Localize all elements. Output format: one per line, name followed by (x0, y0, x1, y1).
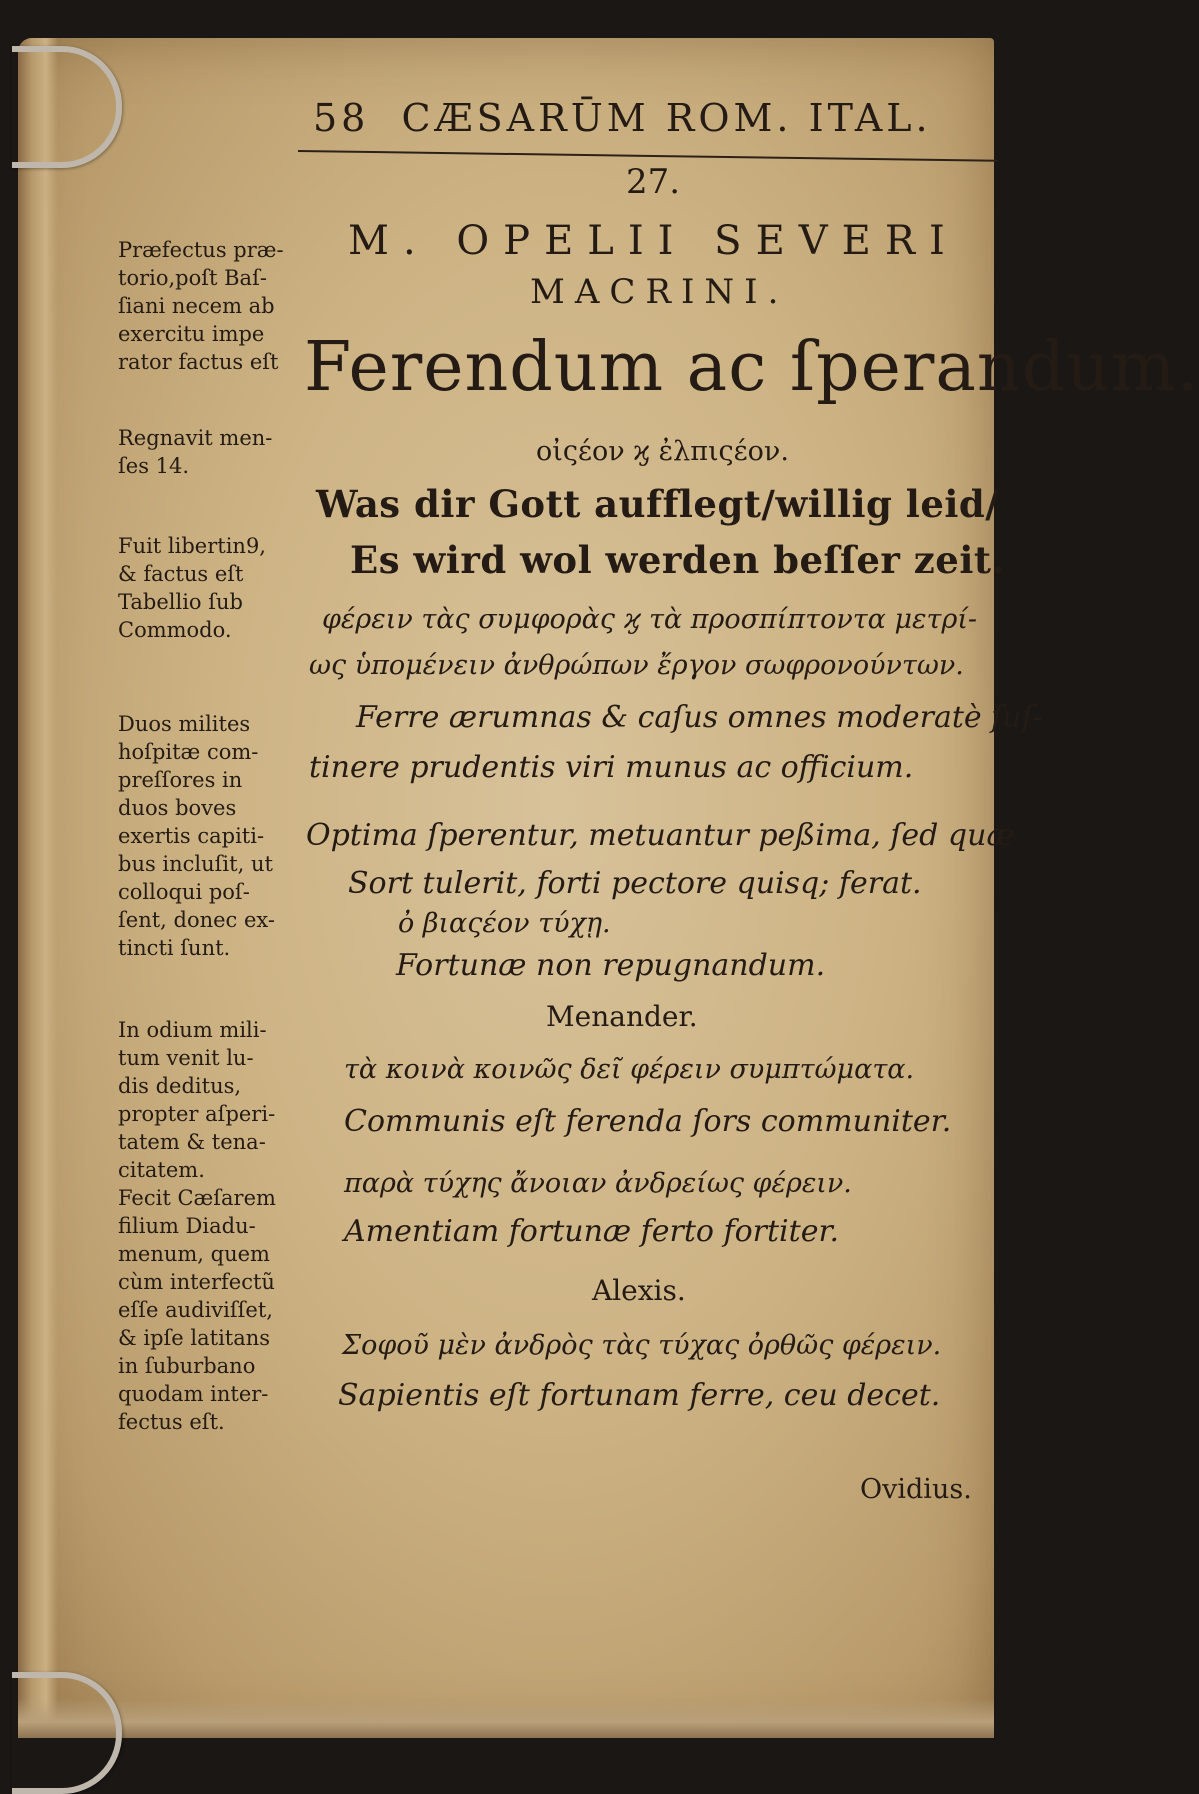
margin-note-line: tum venit lu- (118, 1046, 254, 1070)
margin-note-line: exercitu impe (118, 322, 265, 346)
margin-note-line: exertis capiti- (118, 824, 265, 848)
margin-note-line: cùm interfectũ (118, 1270, 275, 1294)
binder-clip-bottom (12, 1672, 122, 1794)
margin-note-line: & ipſe latitans (118, 1326, 271, 1350)
latin-verse-line: Fortunæ non repugnandum. (396, 948, 826, 983)
margin-note-line: duos boves (118, 796, 237, 820)
margin-note-line: ſiani necem ab (118, 294, 275, 318)
margin-note-line: dis deditus, (118, 1074, 242, 1098)
motto-greek: οἰςέον ϗ ἐλπιςέον. (536, 436, 789, 467)
margin-note-line: hoſpitæ com- (118, 740, 259, 764)
page-bottom-edge (18, 1698, 994, 1738)
german-verse-line: Es wird wol werden beſſer zeit. (350, 538, 1005, 582)
greek-verse-line: ως ὑπομένειν ἀνθρώπων ἔργον σωφρονούντων. (309, 650, 964, 681)
latin-verse-line: tinere prudentis viri munus ac officium. (309, 750, 914, 785)
running-head (313, 96, 932, 140)
greek-verse-line: Σοφοῦ μὲν ἀνδρὸς τὰς τύχας ὀρθῶς φέρειν. (342, 1330, 942, 1361)
margin-note-line: tatem & tena- (118, 1130, 266, 1154)
greek-verse-line: τὰ κοινὰ κοινῶς δεῖ φέρειν συμπτώματα. (344, 1054, 915, 1085)
emperor-name: M. OPELII SEVERI (348, 218, 959, 264)
margin-note-line: In odium mili- (118, 1018, 267, 1042)
greek-verse-line: φέρειν τὰς συμφορὰς ϗ τὰ προσπίπτοντα μετρί- (322, 604, 978, 635)
citation-author: Alexis. (592, 1274, 686, 1307)
margin-note (118, 424, 272, 480)
citation-author: Ovidius. (860, 1474, 972, 1505)
motto-latin: Ferendum ac ſperandum. (304, 328, 1199, 407)
margin-note-line: eſſe audiviſſet, (118, 1298, 273, 1322)
margin-note-line: bus incluſit, ut (118, 852, 273, 876)
latin-verse-line: Sort tulerit, forti pectore quisq; ferat. (348, 866, 922, 901)
margin-note-line: ſent, donec ex- (118, 908, 275, 932)
margin-note-line: tincti ſunt. (118, 936, 231, 960)
latin-verse-line: Ferre ærumnas & caſus omnes moderatè ſuſ- (356, 700, 1043, 735)
greek-verse-line: ὀ βιαςέον τύχῃ. (398, 908, 611, 939)
german-verse-line: Was dir Gott aufflegt/willig leid/ (316, 482, 1000, 526)
margin-note-line: preſſores in (118, 768, 243, 792)
margin-note-line: menum, quem (118, 1242, 270, 1266)
header-rule (298, 150, 998, 162)
margin-note-line: Fecit Cæſarem (118, 1186, 276, 1210)
margin-note-line: quodam inter- (118, 1382, 269, 1406)
entry-number: 27. (626, 162, 681, 202)
page-number: 58 (313, 96, 370, 140)
page-edge-shadow (18, 38, 58, 1738)
margin-note-line: filium Diadu- (118, 1214, 256, 1238)
binder-clip-top (12, 46, 122, 168)
margin-note-line: in ſuburbano (118, 1354, 256, 1378)
margin-note-line: ſes 14. (118, 454, 190, 478)
running-title: CÆSARŪM ROM. ITAL. (401, 96, 932, 140)
latin-verse-line: Amentiam fortunæ ferto fortiter. (344, 1214, 840, 1249)
citation-author: Menander. (546, 1000, 698, 1033)
margin-note-line: fectus eſt. (118, 1410, 225, 1434)
margin-note-line: Regnavit men- (118, 426, 273, 450)
latin-verse-line: Communis eſt ferenda ſors communiter. (344, 1104, 952, 1139)
margin-note-line: Duos milites (118, 712, 251, 736)
margin-note-line: & factus eſt (118, 562, 244, 586)
margin-note-line: Præfectus præ- (118, 238, 284, 262)
margin-note-line: citatem. (118, 1158, 205, 1182)
margin-note (118, 1016, 276, 1436)
emperor-cognomen: MACRINI. (530, 272, 789, 312)
margin-note (118, 532, 266, 644)
margin-note (118, 710, 275, 962)
margin-note-line: rator factus eſt (118, 350, 279, 374)
margin-note (118, 236, 284, 376)
margin-note-line: Commodo. (118, 618, 232, 642)
greek-verse-line: παρὰ τύχης ἄνοιαν ἀνδρείως φέρειν. (344, 1168, 852, 1199)
margin-note-line: colloqui poſ- (118, 880, 250, 904)
latin-verse-line: Optima ſperentur, metuantur peßima, ſed quæ (306, 818, 1015, 853)
paper-page (18, 38, 1199, 1738)
margin-note-line: Fuit libertin9, (118, 534, 266, 558)
margin-note-line: Tabellio ſub (118, 590, 243, 614)
margin-note-line: torio,poſt Baſ- (118, 266, 267, 290)
margin-note-line: propter aſperi- (118, 1102, 276, 1126)
latin-verse-line: Sapientis eſt fortunam ferre, ceu decet. (338, 1378, 941, 1413)
